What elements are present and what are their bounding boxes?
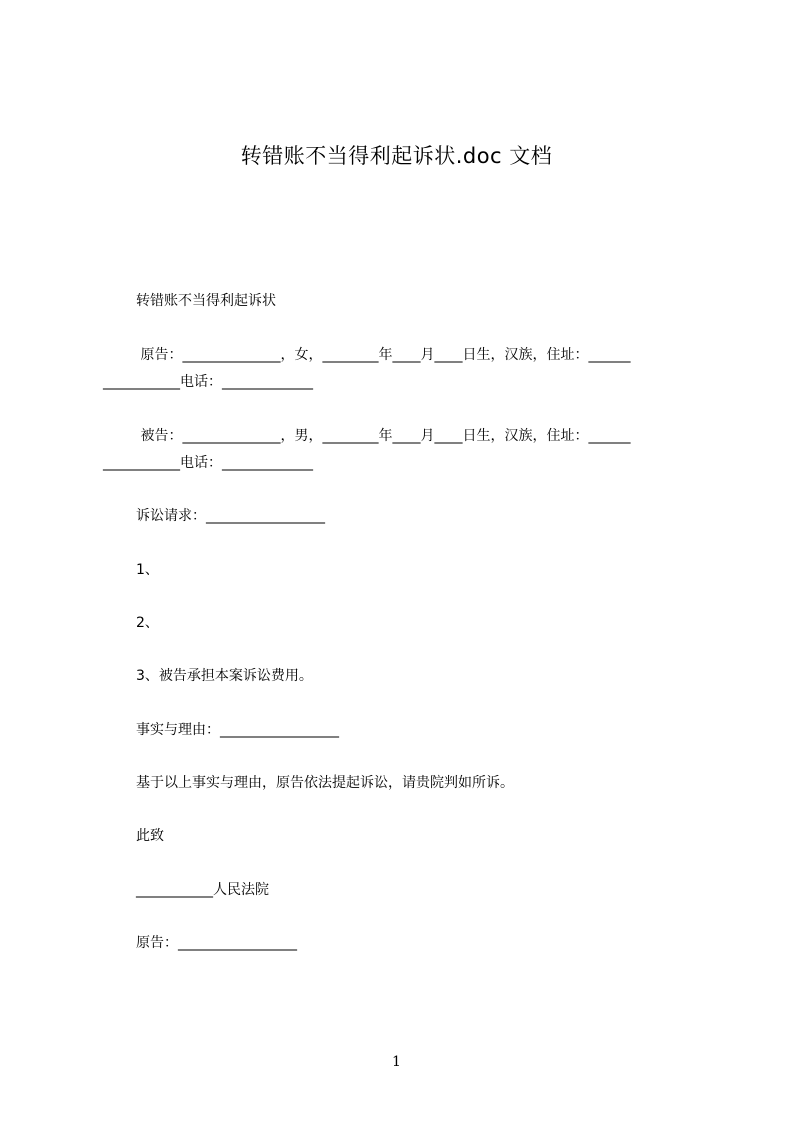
doc-heading: 转错账不当得利起诉状 xyxy=(136,293,276,309)
salutation-text: 此致 xyxy=(136,828,164,844)
claim-item-2: 2、 xyxy=(136,615,159,631)
document-title: 转错账不当得利起诉状.doc 文档 xyxy=(240,144,553,168)
facts-label: 事实与理由：_________________ xyxy=(136,722,339,738)
plaintiff-line-2: ___________电话：_____________ xyxy=(103,374,313,390)
claim-item-1: 1、 xyxy=(136,562,159,578)
claims-label: 诉讼请求：_________________ xyxy=(136,508,325,524)
court-line: ___________人民法院 xyxy=(136,882,269,898)
page-number: 1 xyxy=(392,1054,401,1070)
plaintiff-line-1: 原告：______________，女，________年____月____日生，汉族，住址：______ xyxy=(136,347,631,363)
defendant-line-1: 被告：______________，男，________年____月____日生，汉族，住址：______ xyxy=(136,428,631,444)
signature-line: 原告：_________________ xyxy=(136,935,297,951)
claim-item-3: 3、被告承担本案诉讼费用。 xyxy=(136,668,313,684)
conclusion-text: 基于以上事实与理由，原告依法提起诉讼，请贵院判如所诉。 xyxy=(136,775,514,791)
defendant-line-2: ___________电话：_____________ xyxy=(103,455,313,471)
